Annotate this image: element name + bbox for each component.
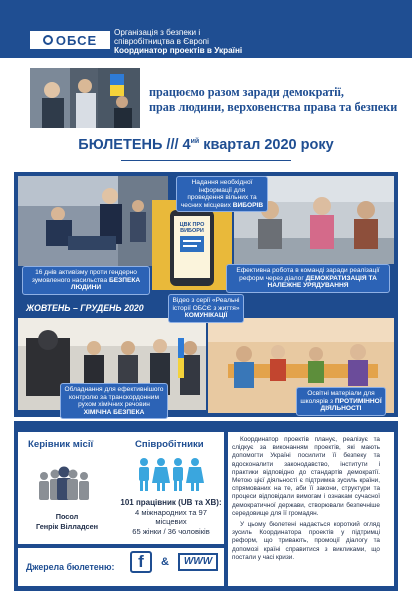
caption-video-bold: КОМУНІКАЦІЇ	[184, 312, 228, 320]
staff-line-2: 4 міжнародних та 97	[135, 507, 207, 517]
caption-elections-bold: ВИБОРІВ	[232, 201, 264, 209]
description-text	[232, 436, 380, 565]
sources-label: Джерела бюлетеню:	[26, 562, 115, 572]
website-icon[interactable]: WWW	[178, 553, 218, 571]
photo-elections	[152, 200, 232, 290]
facebook-icon[interactable]: f	[130, 551, 152, 573]
org-line-3: Координатор проектів в Україні	[114, 46, 243, 55]
ambassador-title: Посол	[55, 512, 79, 521]
caption-video	[168, 294, 244, 323]
osce-logo	[30, 31, 110, 49]
caption-education-text: Освітні матеріали для школярів з	[300, 390, 375, 405]
ambassador-fullname: Генрік Вілладсен	[35, 521, 99, 531]
staff-title: Співробітники	[135, 439, 204, 450]
bulletin-title	[0, 137, 412, 153]
caption-video-text: Відео з серії «Реальні історії ОБСЄ з життя»	[172, 297, 240, 312]
header-bar	[0, 0, 412, 58]
logo-text: ОБСЕ	[55, 32, 98, 48]
caption-chemical-bold: ХІМІЧНА БЕЗПЕКА	[83, 408, 145, 416]
bulletin-suffix: квартал 2020 року	[199, 137, 334, 153]
org-line-1: Організація з безпеки і	[114, 28, 201, 37]
staff-line-3: місцевих	[155, 517, 187, 526]
slogan-line-1: працюємо разом заради демократії,	[149, 85, 344, 99]
staff-numbers	[116, 498, 226, 536]
caption-education-bold: ПРОТИМІННОЇ ДІЯЛЬНОСТІ	[320, 397, 382, 413]
caption-elections-text: Надання необхідної інформації для проведення вільних та чесних місцевих	[180, 179, 257, 209]
osce-ring-icon	[43, 35, 53, 45]
slogan	[149, 85, 399, 115]
staff-total: 101 працівник (UB та ХВ):	[120, 498, 222, 507]
description-paragraph-1: Координатор проектів планує, реалізує та слідкує за виконанням проектів, які мають допомогти Україні посилити її безпеку та вдосконалити законодавство, інститути і практики відповідно до стандартів демократії. Метою цієї діяльності є підтримка зусиль країни, спрямованих на те, аби її закони, структури та процеси відповідали вимогам і ознакам сучасної демократичної держави, створювали безпечніше середовище для її громадян.	[232, 436, 380, 517]
caption-chemical-text: Обладнання для ефективнішого контролю за транскордонним рухом хімічних речовин	[64, 386, 164, 409]
people-group-icon	[36, 466, 92, 500]
bulletin-ordinal: ий	[190, 138, 200, 146]
staff-line-4: 65 жінки / 36 чоловіків	[132, 526, 210, 536]
header-photo	[30, 68, 140, 128]
ampersand: &	[161, 556, 169, 568]
caption-education	[296, 387, 386, 416]
ambassador-name	[32, 512, 102, 531]
caption-chemical	[60, 383, 168, 419]
caption-gender-text: 16 днів активізму проти гендерно зумовленого насильства	[31, 269, 137, 284]
slogan-line-2: прав людини, верховенства права та безпеки	[149, 100, 398, 114]
photo-gender-violence	[18, 176, 168, 266]
phone-screen-text: ЦВК ПРО ВИБОРИ	[179, 222, 205, 234]
caption-elections	[176, 176, 268, 212]
head-of-mission-title: Керівник місії	[28, 439, 94, 450]
period-label: ЖОВТЕНЬ – ГРУДЕНЬ 2020	[26, 303, 144, 313]
police-training-illustration	[18, 176, 168, 266]
org-line-2: співробітництва в Європі	[114, 37, 209, 46]
staff-people-icon	[136, 457, 212, 491]
org-name	[114, 28, 242, 55]
caption-gender	[22, 266, 150, 295]
caption-reform	[226, 264, 390, 293]
description-paragraph-2: У цьому бюлетені надається короткий огляд зусиль Координатора проектів у підтримці реформ, що тривають, промоції діалогу та допомозі країні справитися з викликами, що постали у часі кризи.	[232, 521, 380, 561]
header-photo-illustration	[30, 68, 140, 128]
bulletin-prefix: БЮЛЕТЕНЬ /// 4	[78, 137, 191, 153]
elections-app-illustration	[152, 200, 232, 290]
caption-gender-bold: БЕЗПЕКА ЛЮДИНИ	[70, 276, 141, 292]
title-divider	[121, 160, 291, 161]
caption-reform-text: Ефективна робота в команді заради реалізації реформ через діалог	[236, 267, 380, 282]
caption-reform-bold: ДЕМОКРАТИЗАЦІЯ ТА НАЛЕЖНЕ УРЯДУВАННЯ	[267, 274, 377, 290]
